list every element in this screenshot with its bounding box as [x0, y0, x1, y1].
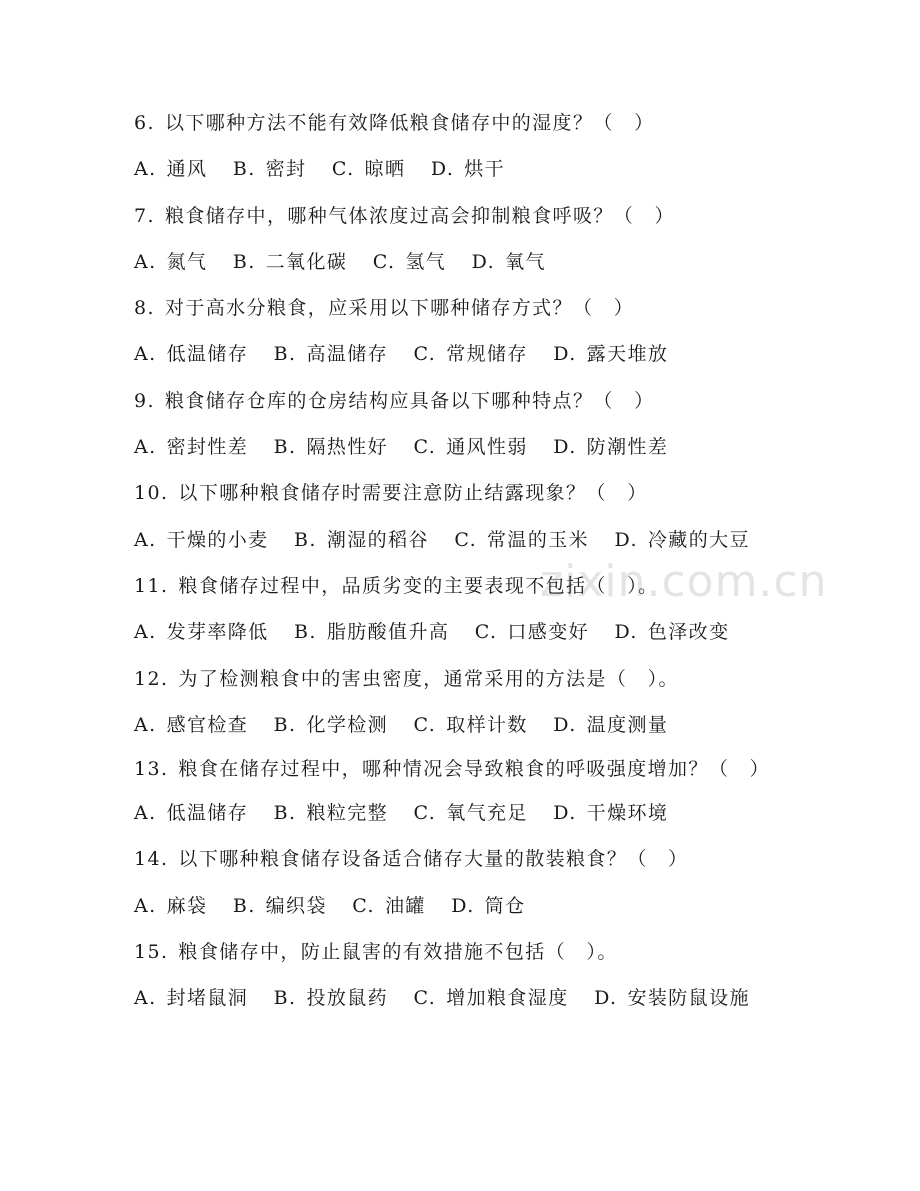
question-number: 11.	[134, 574, 169, 597]
question-11	[134, 569, 774, 603]
options-10	[134, 523, 774, 557]
option-d: D. 冷藏的大豆	[614, 528, 750, 551]
options-7	[134, 245, 774, 279]
option-a: A. 密封性差	[134, 436, 249, 459]
option-c: C. 通风性弱	[413, 436, 528, 459]
question-text: 为了检测粮食中的害虫密度，通常采用的方法是（ ）。	[178, 667, 679, 690]
option-b: B. 高温储存	[273, 343, 389, 366]
option-a: A. 封堵鼠洞	[134, 987, 249, 1010]
question-number: 15.	[134, 941, 169, 964]
question-text: 以下哪种粮食储存设备适合储存大量的散装粮食？（ ）	[178, 848, 689, 871]
question-7	[134, 199, 774, 233]
watermark-text: zixin.com.cn	[540, 556, 828, 607]
option-d: D. 露天堆放	[553, 343, 669, 366]
option-c: C. 增加粮食湿度	[413, 987, 569, 1010]
option-a: A. 感官检查	[134, 713, 249, 736]
question-list	[134, 106, 774, 1028]
option-d: D. 温度测量	[553, 713, 669, 736]
option-d: D. 烘干	[430, 158, 506, 181]
option-a: A. 通风	[134, 158, 208, 181]
option-d: D. 筒仓	[451, 894, 526, 917]
option-c: C. 氧气充足	[413, 802, 528, 825]
option-c: C. 口感变好	[474, 621, 590, 644]
question-text: 以下哪种粮食储存时需要注意防止结露现象？（ ）	[178, 482, 648, 505]
option-d: D. 氧气	[471, 250, 546, 273]
options-6	[134, 152, 774, 186]
option-d: D. 干燥环境	[553, 802, 669, 825]
option-c: C. 晾晒	[331, 158, 406, 181]
question-9	[134, 384, 774, 418]
question-number: 12.	[134, 667, 169, 690]
question-8	[134, 291, 774, 325]
option-c: C. 常规储存	[413, 343, 528, 366]
question-10	[134, 476, 774, 510]
option-c: C. 油罐	[352, 894, 426, 917]
question-13	[134, 754, 774, 784]
question-6	[134, 106, 774, 140]
option-c: C. 常温的玉米	[454, 528, 590, 551]
option-d: D. 安装防鼠设施	[594, 987, 750, 1010]
option-d: D. 色泽改变	[614, 621, 730, 644]
option-a: A. 发芽率降低	[134, 621, 269, 644]
question-text: 对于高水分粮食，应采用以下哪种储存方式？（ ）	[164, 297, 635, 320]
option-b: B. 脂肪酸值升高	[294, 621, 450, 644]
options-13	[134, 796, 774, 830]
question-text: 粮食储存仓库的仓房结构应具备以下哪种特点？（ ）	[164, 389, 655, 412]
question-15	[134, 935, 774, 969]
options-15	[134, 981, 774, 1015]
options-12	[134, 708, 774, 742]
question-text: 粮食储存过程中，品质劣变的主要表现不包括（ ）。	[178, 574, 659, 597]
option-a: A. 麻袋	[134, 894, 208, 917]
question-number: 6.	[134, 112, 155, 134]
options-8	[134, 337, 774, 371]
options-11	[134, 615, 774, 649]
options-14	[134, 889, 774, 923]
question-text: 粮食储存中，防止鼠害的有效措施不包括（ ）。	[178, 941, 618, 964]
option-b: B. 潮湿的稻谷	[294, 528, 429, 551]
question-14	[134, 842, 774, 876]
option-b: B. 编织袋	[232, 894, 327, 917]
option-b: B. 密封	[232, 158, 307, 181]
question-number: 10.	[134, 482, 169, 505]
question-text: 粮食在储存过程中，哪种情况会导致粮食的呼吸强度增加？（ ）	[178, 758, 771, 781]
question-number: 9.	[134, 389, 155, 412]
question-number: 7.	[134, 204, 155, 227]
option-b: B. 二氧化碳	[232, 250, 348, 273]
option-b: B. 隔热性好	[273, 436, 389, 459]
option-c: C. 氢气	[372, 250, 447, 273]
option-a: A. 氮气	[134, 250, 208, 273]
question-text: 以下哪种方法不能有效降低粮食储存中的湿度？（ ）	[164, 112, 655, 134]
question-number: 13.	[134, 758, 169, 781]
question-text: 粮食储存中，哪种气体浓度过高会抑制粮食呼吸？（ ）	[164, 204, 675, 227]
options-9	[134, 430, 774, 464]
option-a: A. 低温储存	[134, 343, 249, 366]
option-a: A. 低温储存	[134, 802, 249, 825]
question-number: 14.	[134, 848, 169, 871]
option-b: B. 化学检测	[273, 713, 389, 736]
option-a: A. 干燥的小麦	[134, 528, 269, 551]
option-d: D. 防潮性差	[553, 436, 669, 459]
question-12	[134, 662, 774, 696]
option-b: B. 粮粒完整	[273, 802, 389, 825]
option-b: B. 投放鼠药	[273, 987, 389, 1010]
option-c: C. 取样计数	[413, 713, 528, 736]
question-number: 8.	[134, 297, 155, 320]
